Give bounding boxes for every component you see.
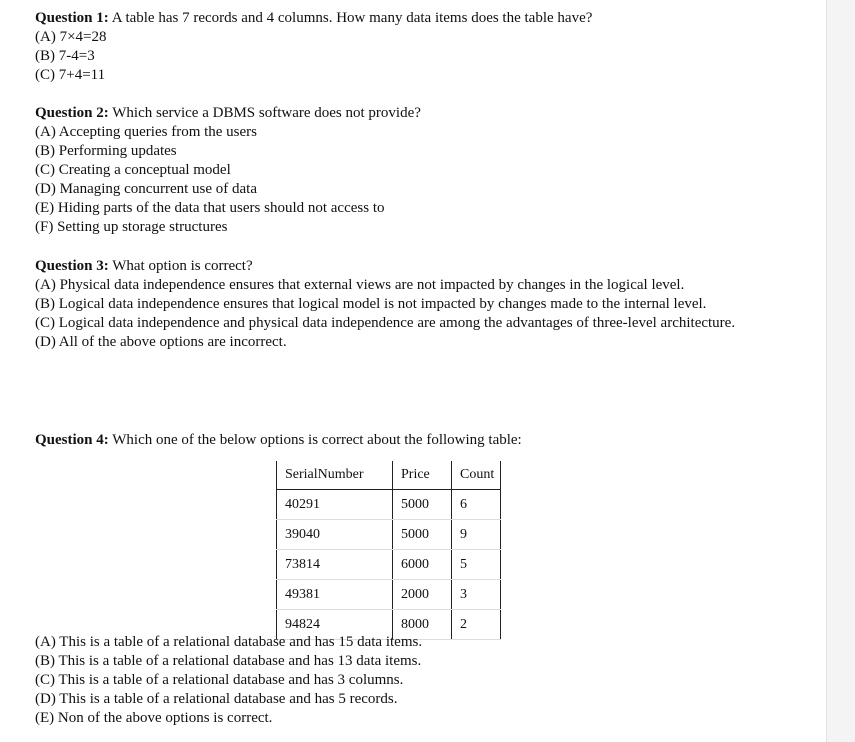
question-4-heading (35, 431, 761, 450)
column-header: Count (452, 461, 501, 490)
option: (A) Accepting queries from the users (35, 124, 258, 140)
option: (C) Creating a conceptual model (35, 162, 231, 178)
table-cell: 6000 (393, 550, 452, 580)
option: (A) 7×4=28 (35, 29, 107, 45)
table-cell: 5 (452, 550, 501, 580)
question-2-heading (35, 104, 761, 123)
question-text: A table has 7 records and 4 columns. How many data items does the table have? (108, 10, 593, 26)
option: (C) 7+4=11 (35, 67, 106, 83)
table-cell: 5000 (393, 490, 452, 520)
question-3 (35, 257, 761, 352)
table-cell: 9 (452, 520, 501, 550)
table-row (277, 550, 501, 580)
option: (C) This is a table of a relational database and has 3 columns. (35, 672, 404, 688)
option: (D) This is a table of a relational database and has 5 records. (35, 691, 398, 707)
table-cell: 2 (452, 610, 501, 640)
question-label: Question 2: (35, 105, 109, 121)
option: (D) All of the above options are incorrect. (35, 334, 287, 350)
option: (B) Performing updates (35, 143, 177, 159)
option: (A) This is a table of a relational database and has 15 data items. (35, 634, 423, 650)
option: (B) Logical data independence ensures that logical model is not impacted by changes made to the internal level. (35, 296, 707, 312)
option: (D) Managing concurrent use of data (35, 181, 257, 197)
option: (F) Setting up storage structures (35, 219, 228, 235)
table-cell: 40291 (277, 490, 393, 520)
question-text: Which service a DBMS software does not provide? (108, 105, 421, 121)
table-cell: 39040 (277, 520, 393, 550)
question-4-options (35, 633, 761, 728)
question-text: What option is correct? (108, 258, 253, 274)
option: (B) This is a table of a relational database and has 13 data items. (35, 653, 422, 669)
table-cell: 3 (452, 580, 501, 610)
table-row (277, 520, 501, 550)
question-1 (35, 9, 761, 85)
table-cell: 49381 (277, 580, 393, 610)
question-label: Question 3: (35, 258, 109, 274)
question-text: Which one of the below options is correct about the following table: (108, 432, 522, 448)
table-header-row (277, 461, 501, 490)
option: (A) Physical data independence ensures that external views are not impacted by changes in the logical level. (35, 277, 685, 293)
option: (B) 7-4=3 (35, 48, 95, 64)
question-3-heading (35, 257, 761, 276)
option: (E) Non of the above options is correct. (35, 710, 273, 726)
option: (E) Hiding parts of the data that users should not access to (35, 200, 385, 216)
table-cell: 8000 (393, 610, 452, 640)
column-header: SerialNumber (277, 461, 393, 490)
side-panel (826, 0, 855, 742)
data-table (276, 461, 501, 640)
table-cell: 2000 (393, 580, 452, 610)
question-label: Question 4: (35, 432, 109, 448)
column-header: Price (393, 461, 452, 490)
table-cell: 73814 (277, 550, 393, 580)
question-1-heading (35, 9, 761, 28)
table-row (277, 490, 501, 520)
table-cell: 94824 (277, 610, 393, 640)
table-cell: 6 (452, 490, 501, 520)
table-cell: 5000 (393, 520, 452, 550)
option: (C) Logical data independence and physical data independence are among the advantages of three-level architecture. (35, 315, 736, 331)
question-4 (35, 431, 761, 450)
table-row (277, 580, 501, 610)
question-2 (35, 104, 761, 237)
question-label: Question 1: (35, 10, 109, 26)
